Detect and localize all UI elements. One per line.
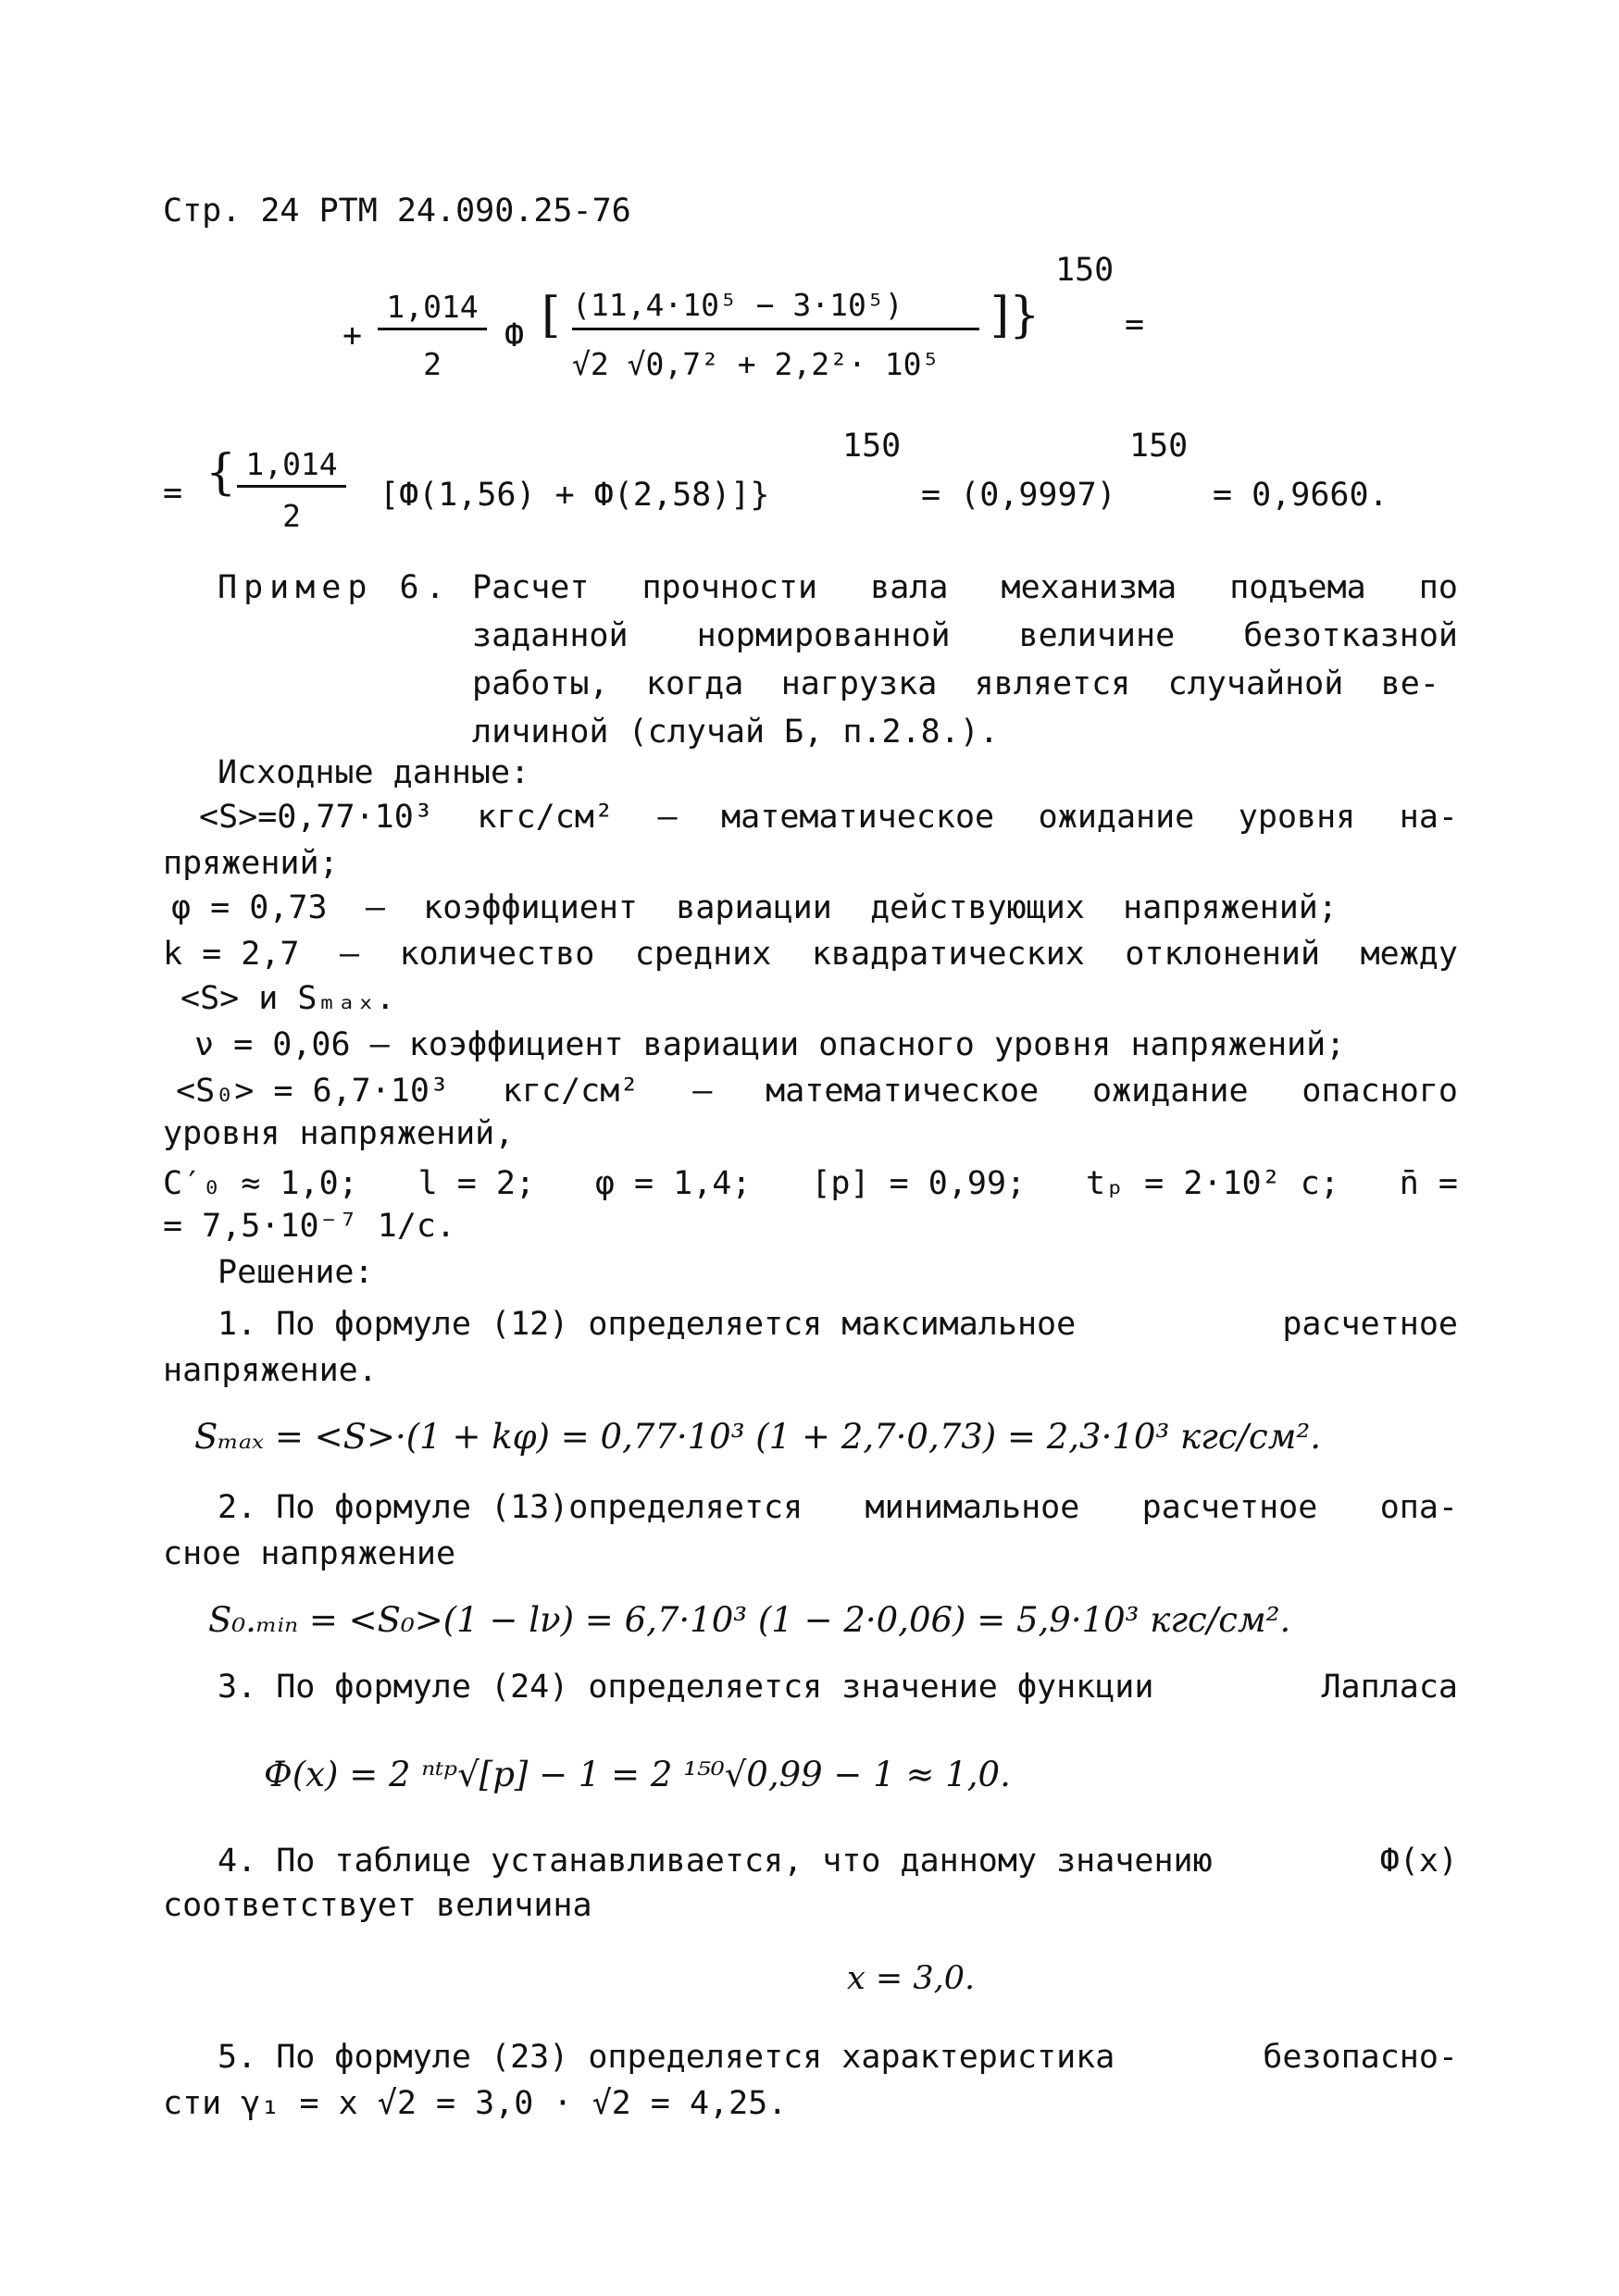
fraction-bar bbox=[378, 328, 487, 330]
formula-laplace: Ф(x) = 2 ⁿᵗᵖ√[p] − 1 = 2 ¹⁵⁰√0,99 − 1 ≈ 1,0. bbox=[264, 1755, 1011, 1794]
formula-second-result: = 0,9660. bbox=[1213, 477, 1389, 514]
term: n̄ = bbox=[1399, 1165, 1458, 1202]
dash: – bbox=[657, 799, 678, 836]
formula-top-bracket: [ bbox=[542, 288, 561, 343]
word: нагрузка bbox=[780, 665, 938, 702]
unit: кгс/см² bbox=[502, 1073, 640, 1110]
word: вариации bbox=[676, 889, 832, 926]
fraction-bar bbox=[237, 485, 346, 488]
formula-second-exp1: 150 bbox=[842, 428, 902, 465]
word: подъема bbox=[1229, 569, 1366, 606]
text: Ф(x) bbox=[1379, 1843, 1458, 1880]
solution-step-1 bbox=[218, 1303, 1458, 1346]
fraction-bar bbox=[572, 328, 979, 330]
formula-top-coef bbox=[372, 289, 492, 383]
word: отклонений bbox=[1125, 936, 1321, 973]
initial-title: Исходные данные: bbox=[218, 754, 530, 791]
solution-step-5 bbox=[218, 2036, 1458, 2079]
solution-step-4-cont: соответствует величина bbox=[163, 1887, 592, 1924]
formula-second-coef-num: 1,014 bbox=[245, 446, 338, 482]
term: tₚ = 2·10² с; bbox=[1085, 1165, 1339, 1202]
example-line bbox=[472, 614, 1458, 657]
text: минимальное bbox=[865, 1489, 1080, 1526]
initial-line: ν = 0,06 – коэффициент вариации опасного уровня напряжений; bbox=[194, 1026, 1346, 1063]
term: φ = 0,73 bbox=[171, 889, 328, 926]
word: ожидание bbox=[1092, 1073, 1249, 1110]
word: нормированной bbox=[696, 617, 951, 654]
word: между bbox=[1360, 936, 1458, 973]
word: безотказной bbox=[1243, 617, 1458, 654]
text: 3. По формуле (24) определяется значение функции bbox=[218, 1669, 1154, 1706]
word: количество bbox=[399, 936, 595, 973]
term: C′₀ ≈ 1,0; bbox=[163, 1165, 358, 1202]
word: прочности bbox=[641, 569, 818, 606]
dash: – bbox=[692, 1073, 713, 1110]
formula-top-inner bbox=[572, 287, 979, 383]
formula-top-plus: + bbox=[342, 317, 363, 354]
solution-step-3 bbox=[218, 1666, 1458, 1708]
unit: кгс/см² bbox=[477, 799, 614, 836]
formula-top-coef-num: 1,014 bbox=[386, 289, 479, 325]
word: уровня bbox=[1238, 799, 1356, 836]
formula-second-brace: { bbox=[205, 445, 237, 501]
solution-title: Решение: bbox=[218, 1254, 374, 1291]
word: случайной bbox=[1167, 665, 1344, 702]
text: безопасно- bbox=[1263, 2039, 1458, 2076]
word: действующих bbox=[870, 889, 1085, 926]
initial-line: уровня напряжений, bbox=[163, 1115, 515, 1152]
word: механизма bbox=[1001, 569, 1177, 606]
term: φ = 1,4; bbox=[594, 1165, 752, 1202]
word: величине bbox=[1018, 617, 1176, 654]
example-line: личиной (случай Б, п.2.8.). bbox=[472, 714, 999, 751]
word: квадратических bbox=[811, 936, 1085, 973]
word: напряжений; bbox=[1123, 889, 1338, 926]
text: 1. По формуле (12) определяется максимальное bbox=[218, 1306, 1077, 1343]
formula-top-close: ]} bbox=[990, 288, 1040, 343]
formula-top-phi: Ф bbox=[504, 317, 525, 354]
solution-step-5-cont: сти γ₁ = x √2 = 3,0 · √2 = 4,25. bbox=[163, 2085, 788, 2122]
text: Лапласа bbox=[1321, 1669, 1458, 1706]
term: [p] = 0,99; bbox=[811, 1165, 1027, 1202]
word: коэффициент bbox=[423, 889, 638, 926]
text: расчетное bbox=[1282, 1306, 1458, 1343]
initial-line bbox=[171, 887, 1338, 929]
formula-second-coef bbox=[231, 446, 352, 535]
solution-step-2-cont: сное напряжение bbox=[163, 1535, 456, 1572]
formula-second-body: [Ф(1,56) + Ф(2,58)]} bbox=[380, 477, 770, 514]
term: <S>=0,77·10³ bbox=[199, 799, 433, 836]
word: ожидание bbox=[1038, 799, 1195, 836]
initial-line: = 7,5·10⁻⁷ 1/с. bbox=[163, 1208, 456, 1245]
term: l = 2; bbox=[417, 1165, 536, 1202]
word: вала bbox=[870, 569, 949, 606]
formula-top-inner-num: (11,4·10⁵ − 3·10⁵) bbox=[572, 287, 903, 323]
text: опа- bbox=[1379, 1489, 1458, 1526]
word: по bbox=[1418, 569, 1458, 606]
text: расчетное bbox=[1141, 1489, 1318, 1526]
text: 4. По таблице устанавливается, что данному значению bbox=[218, 1843, 1213, 1880]
word: Расчет bbox=[472, 569, 590, 606]
example-label: Пример 6. bbox=[218, 569, 452, 606]
solution-step-1-cont: напряжение. bbox=[163, 1352, 378, 1389]
text: 2. По формуле (13)определяется bbox=[218, 1489, 803, 1526]
term: k = 2,7 bbox=[163, 936, 300, 973]
word: на- bbox=[1399, 799, 1458, 836]
word: заданной bbox=[472, 617, 629, 654]
solution-step-2 bbox=[218, 1486, 1458, 1529]
formula-smax: Sₘₐₓ = <S>·(1 + kφ) = 0,77·10³ (1 + 2,7·0,73) = 2,3·10³ кгс/см². bbox=[194, 1417, 1322, 1457]
initial-line bbox=[163, 933, 1458, 975]
formula-top-equals: = bbox=[1125, 306, 1145, 343]
dash: – bbox=[365, 889, 385, 926]
example-line bbox=[472, 663, 1439, 705]
word: работы, bbox=[472, 665, 609, 702]
formula-second-equals: = bbox=[163, 475, 183, 512]
formula-top-inner-den: √2 √0,7² + 2,2²· 10⁵ bbox=[572, 346, 940, 382]
formula-second-coef-den: 2 bbox=[282, 498, 301, 534]
word: когда bbox=[645, 665, 744, 702]
word: средних bbox=[634, 936, 772, 973]
initial-line bbox=[176, 1070, 1458, 1112]
initial-line bbox=[163, 1162, 1458, 1205]
text: 5. По формуле (23) определяется характеристика bbox=[218, 2039, 1115, 2076]
initial-line: <S> и Sₘₐₓ. bbox=[181, 980, 395, 1017]
formula-top-coef-den: 2 bbox=[423, 346, 442, 382]
initial-line bbox=[199, 796, 1458, 838]
initial-line: пряжений; bbox=[163, 845, 339, 882]
word: является bbox=[974, 665, 1131, 702]
word: математическое bbox=[766, 1073, 1040, 1110]
term: <S₀> = 6,7·10³ bbox=[176, 1073, 450, 1110]
solution-step-4 bbox=[218, 1840, 1458, 1882]
dash: – bbox=[340, 936, 360, 973]
example-line bbox=[472, 566, 1458, 609]
word: ве- bbox=[1380, 665, 1439, 702]
formula-top-exponent: 150 bbox=[1055, 252, 1115, 289]
word: математическое bbox=[721, 799, 995, 836]
word: опасного bbox=[1301, 1073, 1458, 1110]
page-header: Стр. 24 РТМ 24.090.25-76 bbox=[163, 192, 631, 230]
formula-s0min: S₀.ₘᵢₙ = <S₀>(1 − lν) = 6,7·10³ (1 − 2·0,06) = 5,9·10³ кгс/см². bbox=[208, 1600, 1291, 1640]
formula-second-exp2: 150 bbox=[1129, 428, 1189, 465]
formula-x: x = 3,0. bbox=[847, 1960, 976, 1997]
formula-second-mid: = (0,9997) bbox=[921, 477, 1116, 514]
